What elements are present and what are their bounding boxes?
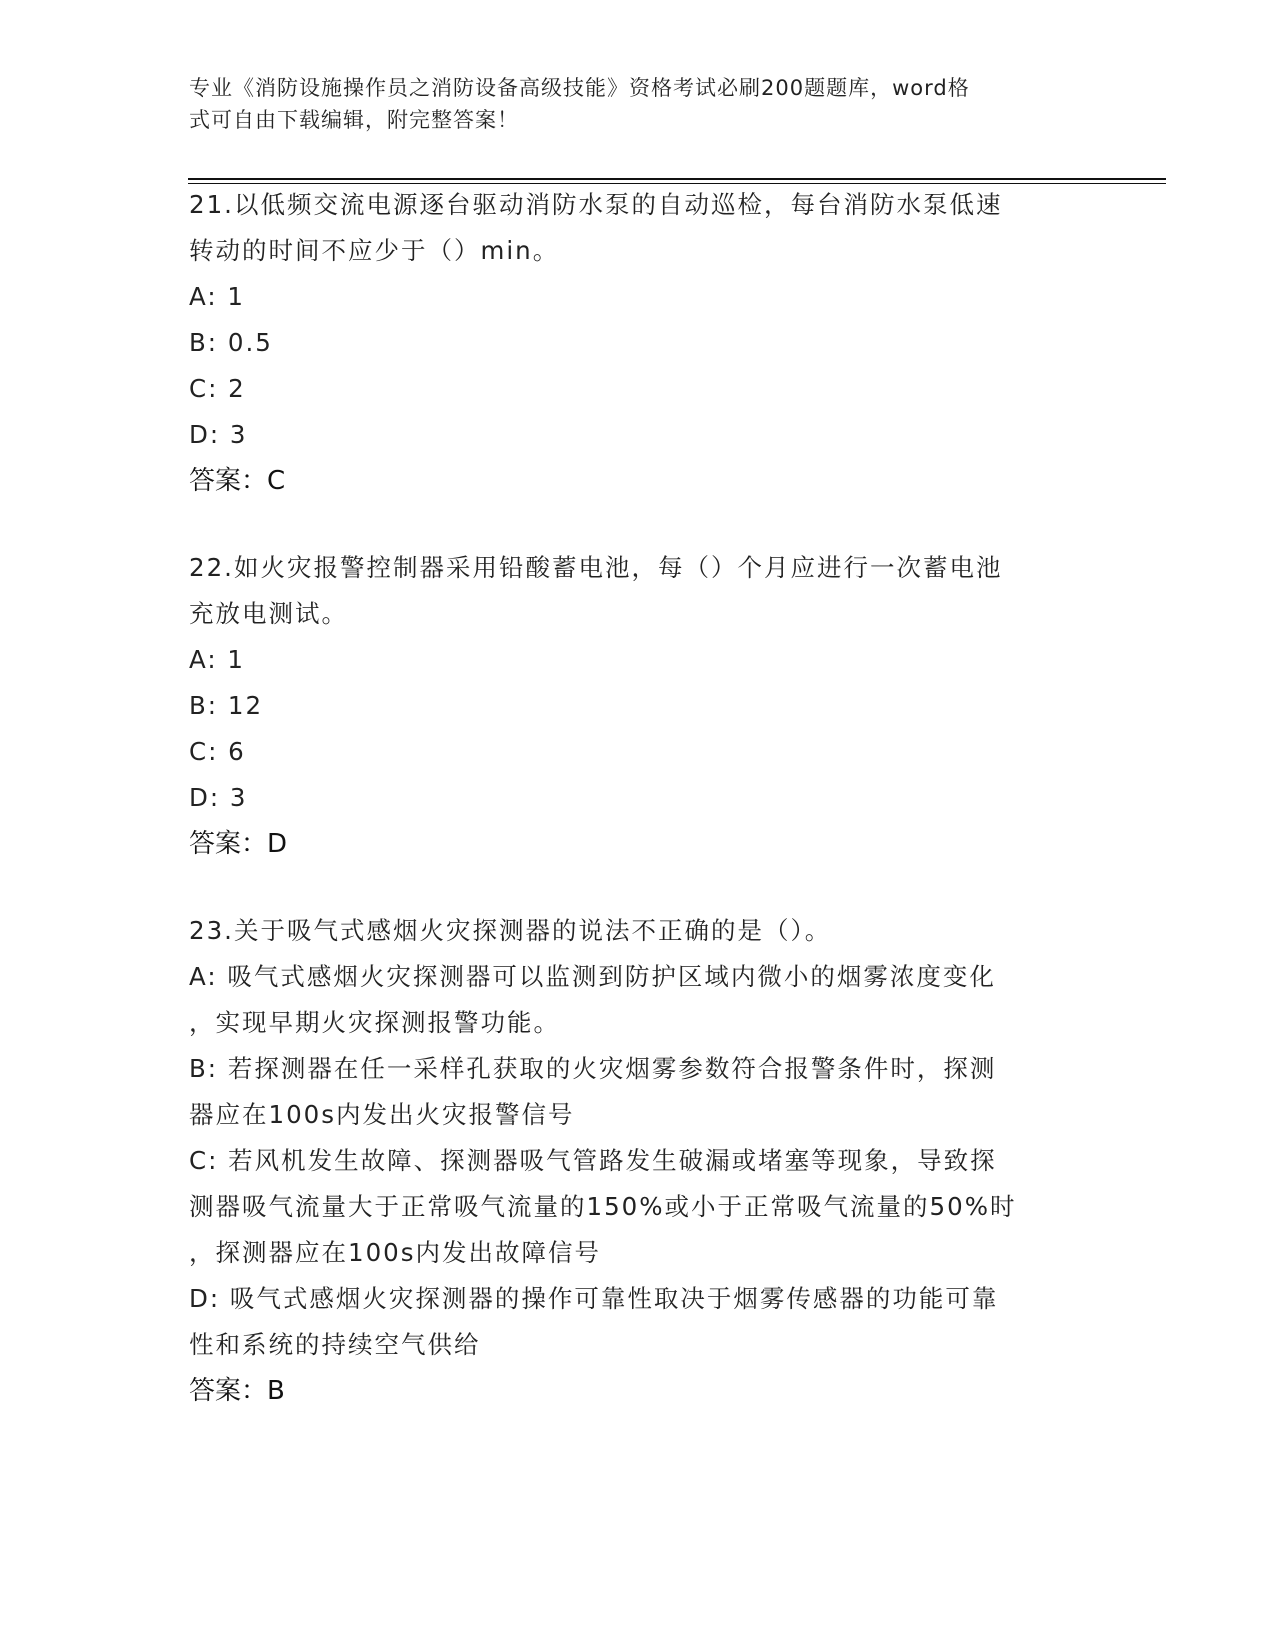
option-b: B: 12 xyxy=(189,691,264,720)
header-divider-top xyxy=(188,178,1166,180)
question-text-line: 21.以低频交流电源逐台驱动消防水泵的自动巡检，每台消防水泵低速 xyxy=(189,190,1003,219)
option-d: D: 3 xyxy=(189,420,248,449)
answer-label: 答案：C xyxy=(189,466,286,496)
question-text-line: 充放电测试。 xyxy=(189,599,348,628)
option-a-continued: ，实现早期火灾探测报警功能。 xyxy=(189,1008,560,1037)
question-21 xyxy=(189,182,1089,504)
option-d: D: 3 xyxy=(189,783,248,812)
option-c: C: 6 xyxy=(189,737,246,766)
question-text-line: 转动的时间不应少于（）min。 xyxy=(189,236,560,265)
option-a: A: 1 xyxy=(189,282,245,311)
option-b-continued: 器应在100s内发出火灾报警信号 xyxy=(189,1100,575,1129)
header-line-1: 专业《消防设施操作员之消防设备高级技能》资格考试必刷200题题库，word格 xyxy=(189,76,970,100)
option-c: C: 2 xyxy=(189,374,246,403)
document-header xyxy=(189,72,1089,136)
option-c-continued-2: ，探测器应在100s内发出故障信号 xyxy=(189,1238,602,1267)
option-a: A: 吸气式感烟火灾探测器可以监测到防护区域内微小的烟雾浓度变化 xyxy=(189,962,996,991)
question-text-line: 23.关于吸气式感烟火灾探测器的说法不正确的是（）。 xyxy=(189,916,832,945)
option-b: B: 0.5 xyxy=(189,328,273,357)
question-22 xyxy=(189,545,1089,867)
option-c-continued: 测器吸气流量大于正常吸气流量的150%或小于正常吸气流量的50%时 xyxy=(189,1192,1017,1221)
question-23 xyxy=(189,908,1089,1414)
question-text-line: 22.如火灾报警控制器采用铅酸蓄电池，每（）个月应进行一次蓄电池 xyxy=(189,553,1003,582)
option-b: B: 若探测器在任一采样孔获取的火灾烟雾参数符合报警条件时，探测 xyxy=(189,1054,997,1083)
option-d: D: 吸气式感烟火灾探测器的操作可靠性取决于烟雾传感器的功能可靠 xyxy=(189,1284,999,1313)
option-d-continued: 性和系统的持续空气供给 xyxy=(189,1330,481,1359)
answer-label: 答案：D xyxy=(189,829,288,859)
header-line-2: 式可自由下载编辑，附完整答案！ xyxy=(189,108,519,132)
option-a: A: 1 xyxy=(189,645,245,674)
option-c: C: 若风机发生故障、探测器吸气管路发生破漏或堵塞等现象，导致探 xyxy=(189,1146,997,1175)
answer-label: 答案：B xyxy=(189,1376,285,1406)
